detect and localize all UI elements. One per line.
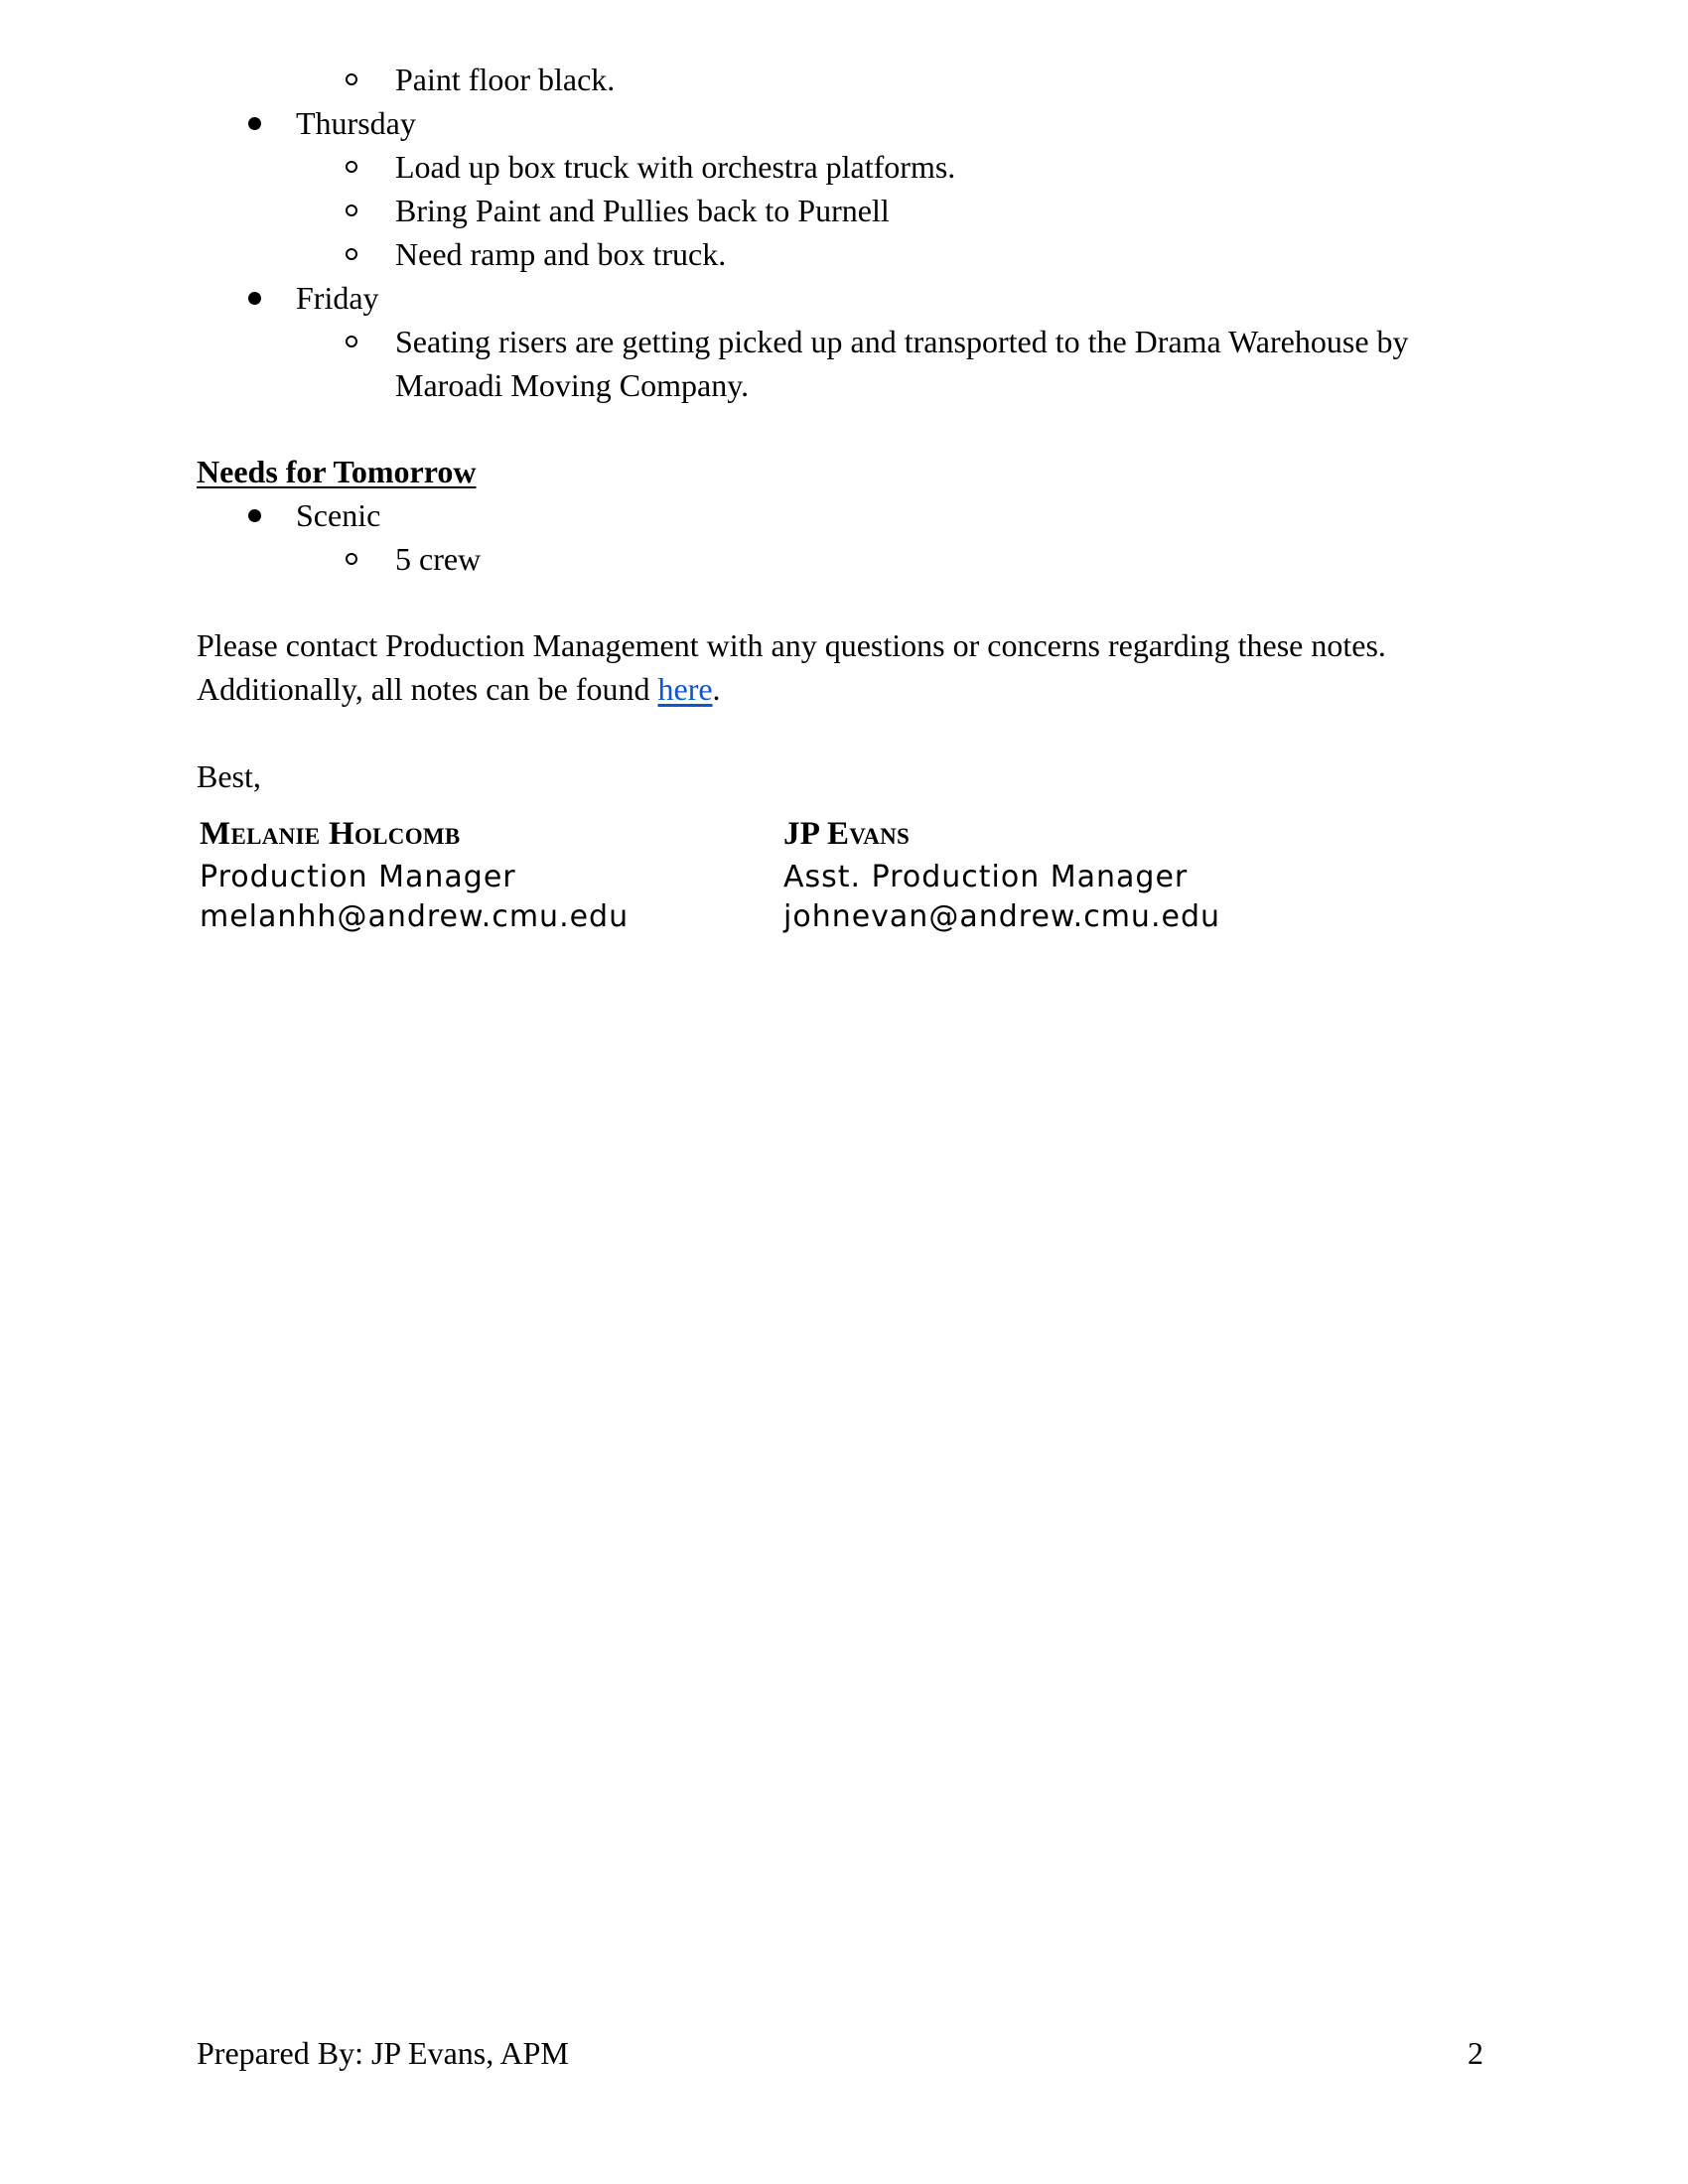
hollow-bullet-icon [346,336,357,347]
hollow-bullet-icon [346,553,357,565]
contact-line-2-end: . [712,671,721,707]
signature-name: JP Evans [783,816,911,852]
list-item-text: Need ramp and box truck. [395,236,727,272]
bullet-icon [248,292,261,305]
contact-line-2-text: Additionally, all notes can be found [197,671,658,707]
needs-heading: Needs for Tomorrow [197,454,477,489]
hollow-bullet-icon [346,205,357,216]
list-item-text: Friday [296,280,379,316]
hollow-bullet-icon [346,248,357,260]
footer-prepared-by: Prepared By: JP Evans, APM [197,2035,569,2071]
list-item-text: Thursday [296,105,416,141]
list-item-text: Load up box truck with orchestra platforms. [395,149,956,185]
bullet-icon [248,509,261,522]
page-number: 2 [1468,2035,1483,2071]
list-item-text: Seating risers are getting picked up and transported to the Drama Warehouse by [395,324,1409,359]
signature-name: Melanie Holcomb [200,816,461,852]
signature-email: johnevan@andrew.cmu.edu [783,899,1220,934]
closing: Best, [197,758,261,794]
contact-line-2 [197,667,1386,711]
signature-title: Production Manager [200,860,516,894]
notes-link[interactable]: here [657,671,713,707]
hollow-bullet-icon [346,161,357,173]
bullet-icon [248,117,261,130]
contact-paragraph [197,623,1386,711]
list-item-text: Maroadi Moving Company. [395,367,750,403]
list-item-text: Scenic [296,497,381,533]
hollow-bullet-icon [346,73,357,85]
contact-line-1: Please contact Production Management with any questions or concerns regarding these notes. [197,627,1386,663]
list-item-text: 5 crew [395,541,482,577]
signature-email: melanhh@andrew.cmu.edu [200,899,630,934]
signature-title: Asst. Production Manager [783,860,1189,894]
list-item-text: Paint floor black. [395,62,616,97]
list-item-text: Bring Paint and Pullies back to Purnell [395,193,890,228]
